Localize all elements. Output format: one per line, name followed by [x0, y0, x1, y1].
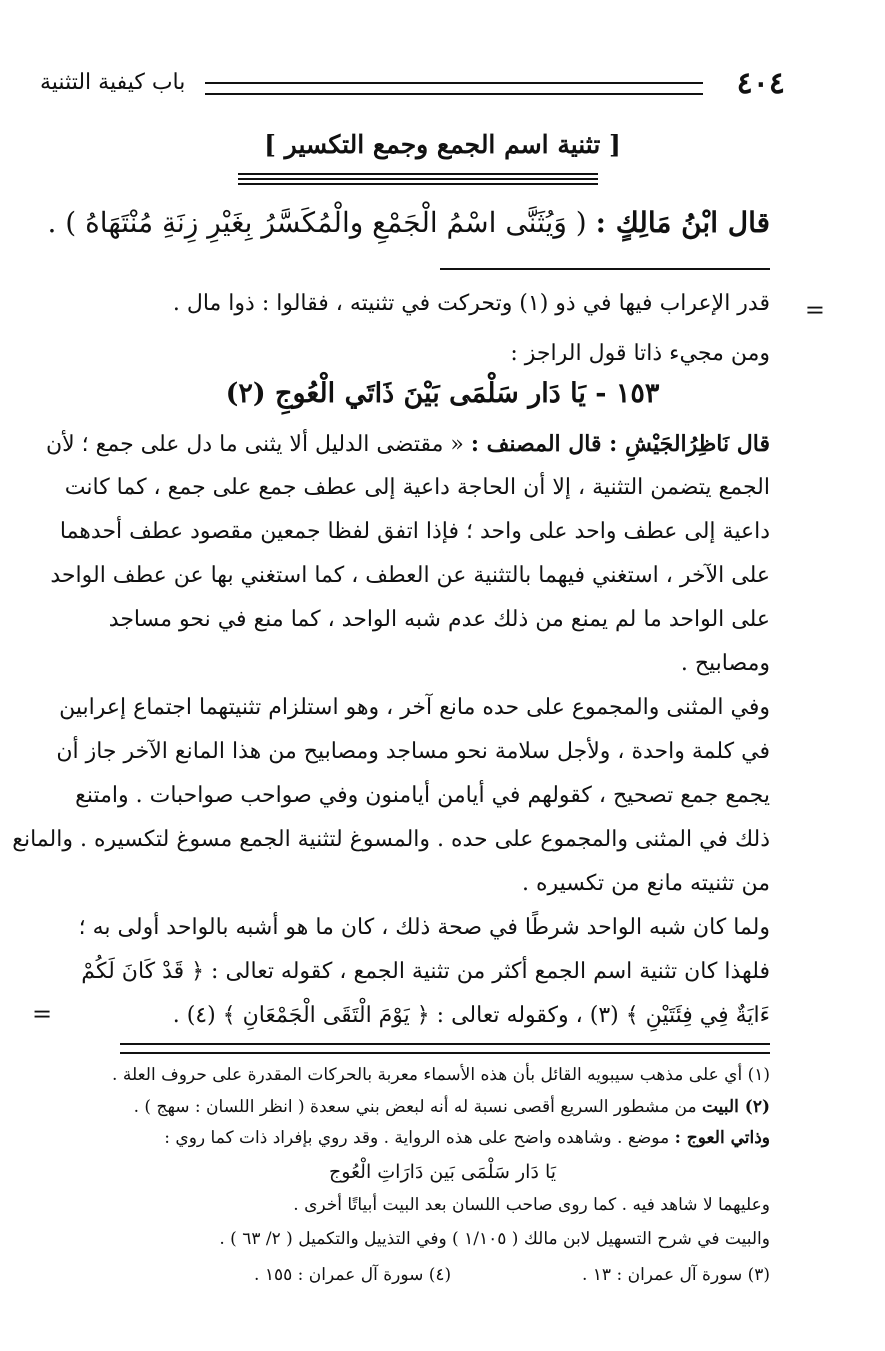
footnote-2: [110, 1099, 770, 1116]
footnote-line-6: والبيت في شرح التسهيل لابن مالك ( ١/١٠٥ ) وفي التذييل والتكميل ( ٢/ ٦٣ ) .: [219, 1229, 770, 1249]
footnote-3-text: موضع . وشاهده واضح على هذه الرواية . وقد روي بإفراد ذات كما روي :: [164, 1128, 670, 1148]
footnote-1: (١) أي على مذهب سيبويه القائل بأن هذه الأسماء معربة بالحركات المقدرة على حروف العلة .: [112, 1065, 770, 1085]
author-attribution: قال نَاظِرُالجَيْشِ : قال المصنف :: [470, 431, 770, 457]
body-line-2: ومن مجيء ذاتا قول الراجز :: [510, 341, 770, 366]
footnote-3: (٣) سورة آل عمران : ١٣ .: [581, 1265, 770, 1285]
header-rule: [205, 82, 703, 95]
separator-rule: [440, 268, 770, 270]
footnote-2-cont: [110, 1130, 770, 1147]
footnote-verse: يَا دَار سَلْمَى بَين دَارَاتِ الْعُوج: [328, 1161, 557, 1183]
quote-text: ( وَيُثَنَّى اسْمُ الْجَمْعِ والْمُكَسَّرُ بِغَيْرِ زِنَةِ مُنْتَهَاهُ ) .: [47, 206, 587, 239]
footnote-line-5: وعليهما لا شاهد فيه . كما روى صاحب اللسان بعد البيت أبياتًا أخرى .: [293, 1195, 770, 1215]
continuation-mark-end: =: [32, 1000, 53, 1028]
quote-speaker: قال ابْنُ مَالِكٍ :: [595, 206, 770, 239]
footnote-2-text: من مشطور السريع أقصى نسبة له أنه لبعض بني سعدة ( انظر اللسان : سهج ) .: [133, 1097, 697, 1117]
footnote-line-7: [110, 1267, 770, 1284]
body-line-4: [45, 431, 770, 457]
page-header: [40, 66, 785, 106]
section-title: [ تثنية اسم الجمع وجمع التكسير ]: [264, 130, 621, 159]
page-number: ٤٠٤: [736, 66, 785, 101]
running-title: باب كيفية التثنية: [40, 70, 186, 95]
continuation-mark: =: [804, 296, 825, 324]
body-line-1: قدر الإعراب فيها في ذو (١) وتحركت في تثنيته ، فقالوا : ذوا مال .: [172, 291, 770, 316]
body-line-15: ولما كان شبه الواحد شرطًا في صحة ذلك ، كان ما هو أشبه بالواحد أولى به ؛: [78, 915, 770, 940]
quote-line: [48, 206, 771, 239]
verse-153: ١٥٣ - يَا دَار سَلْمَى بَيْنَ ذَاتَي الْعُوجِ (٢): [225, 378, 660, 409]
body-line-9: ومصابيح .: [680, 651, 770, 676]
body-line-10: وفي المثنى والمجموع على حده مانع آخر ، وهو استلزام تثنيتهما اجتماع إعرابين: [59, 695, 770, 720]
body-line-8: على الواحد ما لم يمنع من ذلك عدم شبه الواحد ، كما منع في نحو مساجد: [108, 607, 770, 632]
body-line-11: في كلمة واحدة ، ولأجل سلامة نحو مساجد ومصابيح من هذا المانع الآخر جاز أن: [56, 739, 770, 764]
footnote-3-lead: وذاتي العوج :: [674, 1128, 770, 1148]
body-line-5: الجمع يتضمن التثنية ، إلا أن الحاجة داعية إلى عطف جمع على جمع ، كما كانت: [64, 475, 770, 500]
body-line-4-text: « مقتضى الدليل ألا يثنى ما دل على جمع ؛ لأن: [45, 432, 464, 457]
body-line-14: من تثنيته مانع من تكسيره .: [521, 871, 770, 896]
body-line-17: ءَايَةٌ فِي فِئَتَيْنِ ﴾ (٣) ، وكقوله تعالى : ﴿ يَوْمَ الْتَقَى الْجَمْعَانِ ﴾ (٤) .: [172, 1003, 770, 1028]
body-line-6: داعية إلى عطف واحد على واحد ؛ فإذا اتفق لفظا جمعين مقصود عطف أحدهما: [59, 519, 770, 544]
body-line-12: يجمع جمع تصحيح ، كقولهم في أيامن أيامنون وفي صواحب صواحبات . وامتنع: [75, 783, 770, 808]
body-line-13: ذلك في المثنى والمجموع على حده . والمسوغ لتثنية الجمع مسوغ لتكسيره . والمانع: [12, 827, 770, 852]
footnote-rule: [120, 1043, 770, 1054]
title-underline: [238, 173, 598, 189]
footnote-2-lead: (٢) البيت: [701, 1097, 770, 1117]
body-line-7: على الآخر ، استغني فيهما بالتثنية عن العطف ، كما استغني بها عن عطف الواحد: [50, 563, 770, 588]
body-line-16: فلهذا كان تثنية اسم الجمع أكثر من تثنية الجمع ، كقوله تعالى : ﴿ قَدْ كَانَ لَكُمْ: [81, 959, 770, 984]
footnote-4: (٤) سورة آل عمران : ١٥٥ .: [254, 1265, 452, 1285]
